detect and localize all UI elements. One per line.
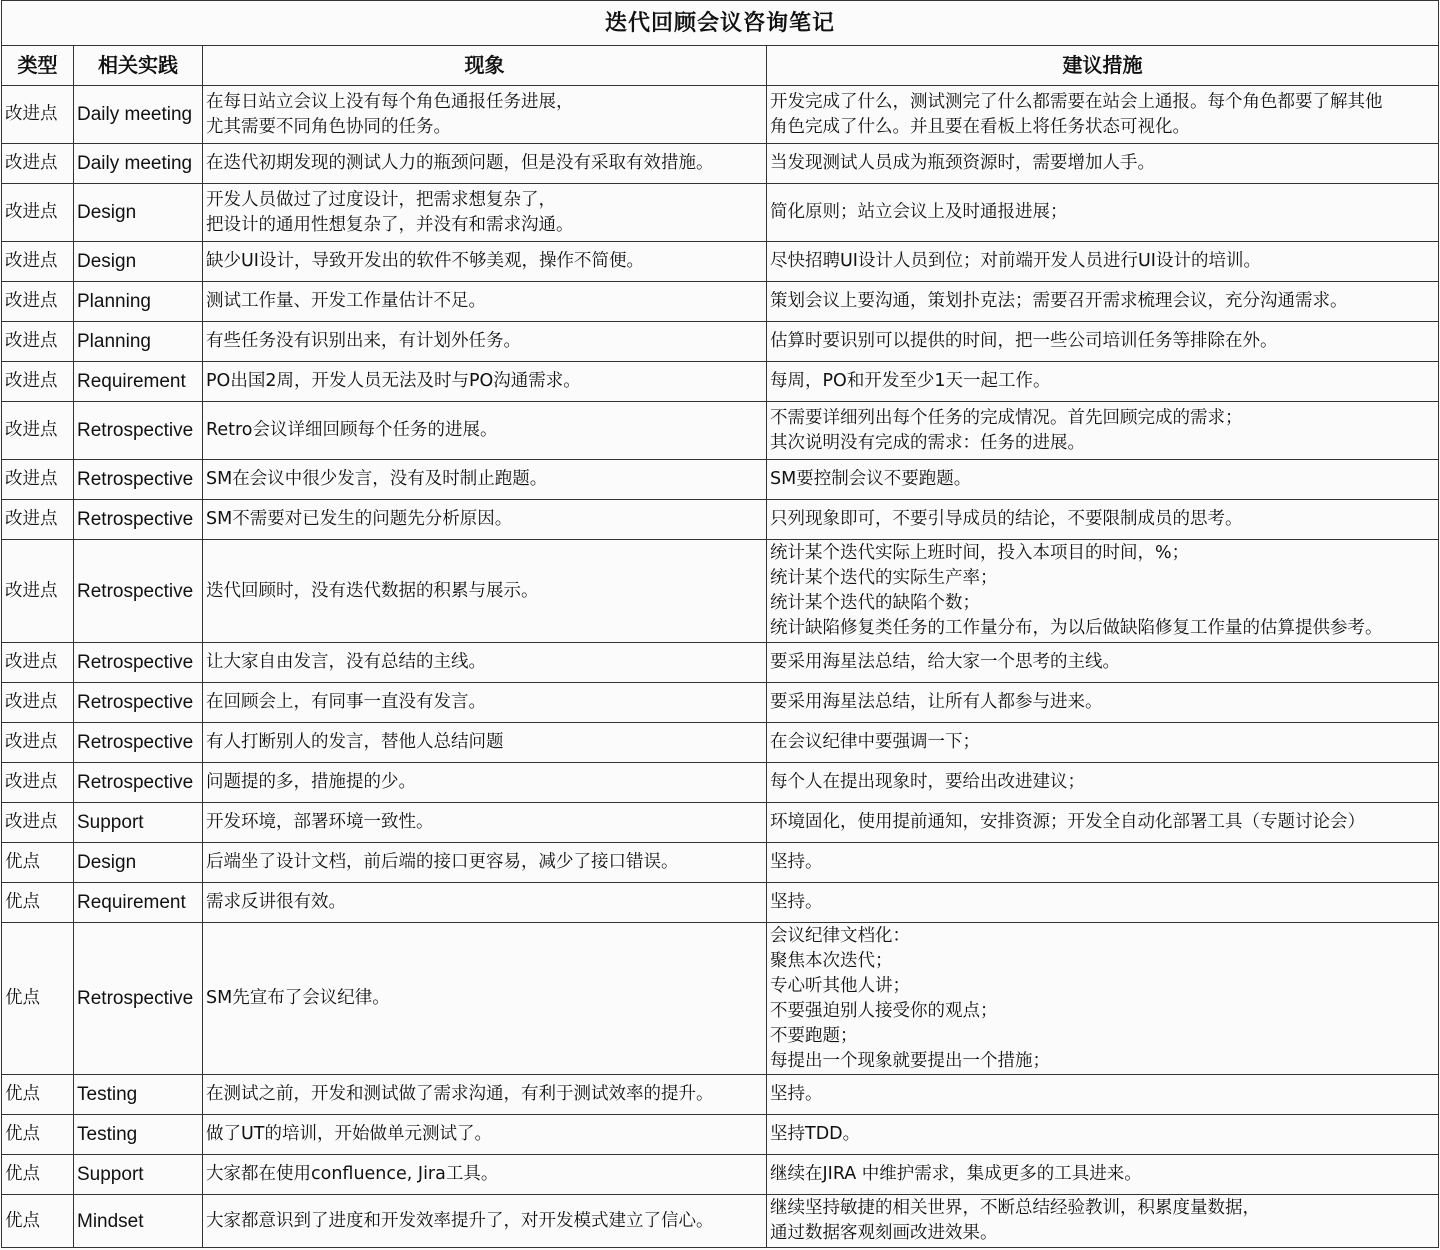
cell-practice: Retrospective	[74, 460, 203, 500]
cell-suggestion	[767, 803, 1439, 843]
table-row	[2, 1155, 1439, 1195]
table-row	[2, 184, 1439, 242]
cell-phenomenon	[203, 763, 767, 803]
cell-type: 改进点	[2, 500, 74, 540]
suggestion-line: 在会议纪律中要强调一下；	[770, 732, 980, 752]
phenomenon-line: PO出国2周，开发人员无法及时与PO沟通需求。	[206, 371, 581, 391]
phenomenon-line: 把设计的通用性想复杂了，并没有和需求沟通。	[206, 214, 574, 235]
cell-type: 改进点	[2, 803, 74, 843]
cell-suggestion	[767, 540, 1439, 643]
phenomenon-line: 在迭代初期发现的测试人力的瓶颈问题，但是没有采取有效措施。	[206, 153, 714, 173]
cell-type: 改进点	[2, 86, 74, 144]
cell-suggestion	[767, 144, 1439, 184]
cell-phenomenon	[203, 843, 767, 883]
cell-type: 改进点	[2, 184, 74, 242]
cell-practice: Retrospective	[74, 402, 203, 460]
cell-practice: Support	[74, 803, 203, 843]
header-type: 类型	[2, 46, 74, 86]
suggestion-line: 专心听其他人讲；	[770, 975, 910, 996]
suggestion-line: 要采用海星法总结，给大家一个思考的主线。	[770, 652, 1120, 672]
suggestion-line: 其次说明没有完成的需求：任务的进展。	[770, 432, 1085, 453]
suggestion-line: 不要强迫别人接受你的观点；	[770, 1000, 998, 1021]
cell-type: 优点	[2, 923, 74, 1075]
table-row	[2, 763, 1439, 803]
cell-phenomenon	[203, 362, 767, 402]
cell-practice: Retrospective	[74, 500, 203, 540]
retrospective-notes-table	[1, 0, 1439, 1248]
table-row	[2, 1075, 1439, 1115]
cell-suggestion	[767, 362, 1439, 402]
cell-practice: Retrospective	[74, 540, 203, 643]
suggestion-line: 聚焦本次迭代；	[770, 950, 893, 971]
cell-phenomenon	[203, 883, 767, 923]
cell-practice: Design	[74, 184, 203, 242]
cell-suggestion	[767, 282, 1439, 322]
phenomenon-line: 问题提的多，措施提的少。	[206, 772, 416, 792]
table-row	[2, 282, 1439, 322]
suggestion-line: 环境固化，使用提前通知，安排资源；开发全自动化部署工具（专题讨论会）	[770, 812, 1365, 832]
phenomenon-line: SM先宣布了会议纪律。	[206, 988, 390, 1008]
cell-phenomenon	[203, 460, 767, 500]
cell-phenomenon	[203, 803, 767, 843]
cell-suggestion	[767, 1075, 1439, 1115]
phenomenon-line: Retro会议详细回顾每个任务的进展。	[206, 420, 498, 440]
cell-type: 改进点	[2, 683, 74, 723]
cell-phenomenon	[203, 322, 767, 362]
suggestion-line: 每周，PO和开发至少1天一起工作。	[770, 371, 1051, 391]
table-row	[2, 683, 1439, 723]
suggestion-line: 会议纪律文档化：	[770, 925, 910, 946]
table-row	[2, 1115, 1439, 1155]
cell-phenomenon	[203, 86, 767, 144]
cell-suggestion	[767, 402, 1439, 460]
suggestion-line: 统计某个迭代的实际生产率；	[770, 568, 998, 588]
suggestion-line: 策划会议上要沟通，策划扑克法；需要召开需求梳理会议，充分沟通需求。	[770, 291, 1348, 311]
cell-suggestion	[767, 1155, 1439, 1195]
cell-phenomenon	[203, 923, 767, 1075]
cell-suggestion	[767, 843, 1439, 883]
table-row	[2, 460, 1439, 500]
cell-phenomenon	[203, 1115, 767, 1155]
header-row	[2, 46, 1439, 86]
phenomenon-line: 开发人员做过了过度设计，把需求想复杂了，	[206, 189, 556, 210]
suggestion-line: SM要控制会议不要跑题。	[770, 469, 972, 489]
suggestion-line: 坚持TDD。	[770, 1124, 861, 1144]
cell-practice: Design	[74, 843, 203, 883]
cell-type: 改进点	[2, 144, 74, 184]
cell-type: 改进点	[2, 643, 74, 683]
phenomenon-line: 尤其需要不同角色协同的任务。	[206, 116, 451, 137]
table-row	[2, 322, 1439, 362]
suggestion-line: 坚持。	[770, 852, 823, 872]
cell-suggestion	[767, 883, 1439, 923]
suggestion-line: 通过数据客观刻画改进效果。	[770, 1223, 998, 1243]
cell-phenomenon	[203, 242, 767, 282]
header-suggestion: 建议措施	[767, 46, 1439, 86]
phenomenon-line: 做了UT的培训，开始做单元测试了。	[206, 1124, 492, 1144]
cell-phenomenon	[203, 683, 767, 723]
cell-practice: Daily meeting	[74, 144, 203, 184]
table-row	[2, 362, 1439, 402]
cell-type: 改进点	[2, 540, 74, 643]
suggestion-line: 要采用海星法总结，让所有人都参与进来。	[770, 692, 1103, 712]
cell-type: 改进点	[2, 322, 74, 362]
cell-type: 改进点	[2, 723, 74, 763]
cell-suggestion	[767, 723, 1439, 763]
cell-suggestion	[767, 763, 1439, 803]
phenomenon-line: 在回顾会上，有同事一直没有发言。	[206, 692, 486, 712]
cell-type: 改进点	[2, 460, 74, 500]
phenomenon-line: 在测试之前，开发和测试做了需求沟通，有利于测试效率的提升。	[206, 1084, 714, 1104]
cell-suggestion	[767, 1115, 1439, 1155]
phenomenon-line: 有些任务没有识别出来，有计划外任务。	[206, 331, 521, 351]
table-body	[2, 86, 1439, 1248]
cell-phenomenon	[203, 402, 767, 460]
table-row	[2, 500, 1439, 540]
table-row	[2, 803, 1439, 843]
suggestion-line: 简化原则；站立会议上及时通报进展；	[770, 202, 1068, 222]
page-title: 迭代回顾会议咨询笔记	[2, 1, 1439, 46]
cell-practice: Planning	[74, 322, 203, 362]
table-row	[2, 1195, 1439, 1248]
cell-phenomenon	[203, 1075, 767, 1115]
suggestion-line: 继续在JIRA 中维护需求，集成更多的工具进来。	[770, 1164, 1142, 1184]
suggestion-line: 不需要详细列出每个任务的完成情况。首先回顾完成的需求；	[770, 407, 1243, 428]
header-practice: 相关实践	[74, 46, 203, 86]
suggestion-line: 只列现象即可，不要引导成员的结论，不要限制成员的思考。	[770, 509, 1243, 529]
phenomenon-line: 需求反讲很有效。	[206, 892, 346, 912]
phenomenon-line: 让大家自由发言，没有总结的主线。	[206, 652, 486, 672]
cell-practice: Retrospective	[74, 723, 203, 763]
suggestion-line: 坚持。	[770, 1084, 823, 1104]
table-row	[2, 242, 1439, 282]
table-row	[2, 643, 1439, 683]
cell-practice: Retrospective	[74, 643, 203, 683]
suggestion-line: 坚持。	[770, 892, 823, 912]
cell-practice: Testing	[74, 1115, 203, 1155]
cell-suggestion	[767, 643, 1439, 683]
cell-suggestion	[767, 500, 1439, 540]
table-row	[2, 843, 1439, 883]
phenomenon-line: 大家都在使用confluence, Jira工具。	[206, 1164, 499, 1184]
cell-practice: Retrospective	[74, 923, 203, 1075]
phenomenon-line: SM在会议中很少发言，没有及时制止跑题。	[206, 469, 548, 489]
cell-phenomenon	[203, 1155, 767, 1195]
phenomenon-line: 测试工作量、开发工作量估计不足。	[206, 291, 486, 311]
suggestion-line: 尽快招聘UI设计人员到位；对前端开发人员进行UI设计的培训。	[770, 251, 1261, 271]
cell-practice: Mindset	[74, 1195, 203, 1248]
suggestion-line: 每个人在提出现象时，要给出改进建议；	[770, 772, 1085, 792]
phenomenon-line: 在每日站立会议上没有每个角色通报任务进展，	[206, 91, 574, 112]
cell-phenomenon	[203, 1195, 767, 1248]
table-row	[2, 402, 1439, 460]
cell-suggestion	[767, 683, 1439, 723]
phenomenon-line: 开发环境，部署环境一致性。	[206, 812, 434, 832]
phenomenon-line: 缺少UI设计，导致开发出的软件不够美观，操作不简便。	[206, 251, 644, 271]
suggestion-line: 开发完成了什么，测试测完了什么都需要在站会上通报。每个角色都要了解其他	[770, 91, 1383, 112]
cell-practice: Requirement	[74, 883, 203, 923]
table-row	[2, 540, 1439, 643]
suggestion-line: 继续坚持敏捷的相关世界，不断总结经验教训，积累度量数据，	[770, 1198, 1260, 1218]
suggestion-line: 统计某个迭代实际上班时间，投入本项目的时间，%；	[770, 543, 1190, 563]
title-row	[2, 1, 1439, 46]
header-phenomenon: 现象	[203, 46, 767, 86]
table-row	[2, 923, 1439, 1075]
suggestion-line: 不要跑题；	[770, 1025, 858, 1046]
cell-practice: Testing	[74, 1075, 203, 1115]
cell-practice: Design	[74, 242, 203, 282]
cell-suggestion	[767, 1195, 1439, 1248]
cell-type: 优点	[2, 843, 74, 883]
cell-suggestion	[767, 242, 1439, 282]
cell-type: 改进点	[2, 763, 74, 803]
table-row	[2, 144, 1439, 184]
cell-practice: Planning	[74, 282, 203, 322]
cell-phenomenon	[203, 144, 767, 184]
cell-practice: Retrospective	[74, 683, 203, 723]
cell-type: 优点	[2, 1155, 74, 1195]
cell-type: 优点	[2, 1195, 74, 1248]
suggestion-line: 估算时要识别可以提供的时间，把一些公司培训任务等排除在外。	[770, 331, 1278, 351]
phenomenon-line: 有人打断别人的发言，替他人总结问题	[206, 732, 504, 752]
table-row	[2, 723, 1439, 763]
cell-type: 优点	[2, 1115, 74, 1155]
suggestion-line: 统计缺陷修复类任务的工作量分布，为以后做缺陷修复工作量的估算提供参考。	[770, 618, 1383, 638]
suggestion-line: 角色完成了什么。并且要在看板上将任务状态可视化。	[770, 116, 1190, 137]
suggestion-line: 当发现测试人员成为瓶颈资源时，需要增加人手。	[770, 153, 1155, 173]
cell-practice: Retrospective	[74, 763, 203, 803]
cell-type: 优点	[2, 883, 74, 923]
table-row	[2, 883, 1439, 923]
cell-type: 改进点	[2, 282, 74, 322]
cell-type: 改进点	[2, 362, 74, 402]
suggestion-line: 统计某个迭代的缺陷个数；	[770, 593, 980, 613]
cell-phenomenon	[203, 723, 767, 763]
cell-practice: Requirement	[74, 362, 203, 402]
phenomenon-line: 后端坐了设计文档，前后端的接口更容易，减少了接口错误。	[206, 852, 679, 872]
cell-phenomenon	[203, 184, 767, 242]
cell-suggestion	[767, 460, 1439, 500]
cell-phenomenon	[203, 500, 767, 540]
cell-type: 优点	[2, 1075, 74, 1115]
table-row	[2, 86, 1439, 144]
phenomenon-line: 迭代回顾时，没有迭代数据的积累与展示。	[206, 580, 539, 601]
cell-suggestion	[767, 184, 1439, 242]
cell-phenomenon	[203, 282, 767, 322]
cell-phenomenon	[203, 643, 767, 683]
cell-type: 改进点	[2, 402, 74, 460]
cell-suggestion	[767, 923, 1439, 1075]
cell-practice: Daily meeting	[74, 86, 203, 144]
cell-practice: Support	[74, 1155, 203, 1195]
cell-suggestion	[767, 322, 1439, 362]
cell-suggestion	[767, 86, 1439, 144]
cell-type: 改进点	[2, 242, 74, 282]
phenomenon-line: 大家都意识到了进度和开发效率提升了，对开发模式建立了信心。	[206, 1210, 714, 1231]
cell-phenomenon	[203, 540, 767, 643]
suggestion-line: 每提出一个现象就要提出一个措施；	[770, 1050, 1050, 1071]
phenomenon-line: SM不需要对已发生的问题先分析原因。	[206, 509, 513, 529]
